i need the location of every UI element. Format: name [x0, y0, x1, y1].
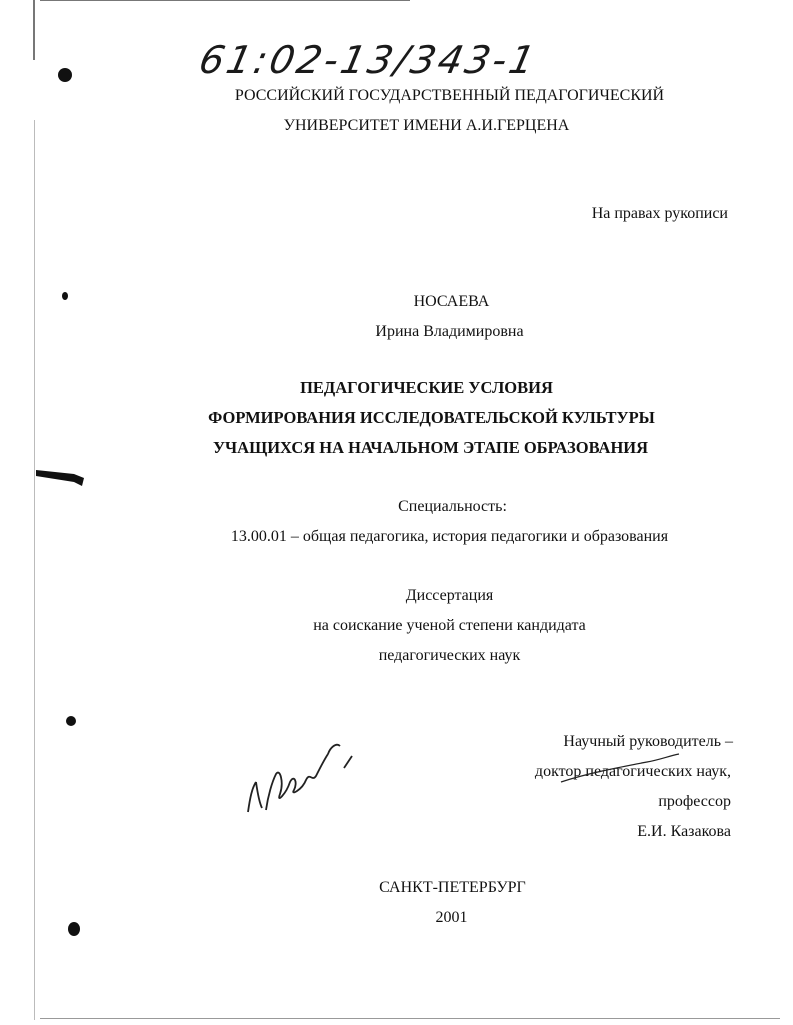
supervisor-line-2: доктор педагогических наук,	[534, 763, 731, 780]
specialty-label: Специальность:	[398, 498, 507, 515]
punch-hole-mark	[58, 68, 72, 82]
title-line-3: УЧАЩИХСЯ НА НАЧАЛЬНОМ ЭТАПЕ ОБРАЗОВАНИЯ	[212, 438, 649, 457]
dissertation-line-2: на соискание ученой степени кандидата	[313, 617, 586, 634]
supervisor-line-1: Научный руководитель –	[563, 733, 733, 750]
supervisor-name: Е.И. Казакова	[637, 823, 731, 840]
institution-line-1: РОССИЙСКИЙ ГОСУДАРСТВЕННЫЙ ПЕДАГОГИЧЕСКИЙ	[234, 87, 665, 104]
author-signature	[240, 738, 370, 818]
scan-left-edge	[33, 0, 35, 60]
rights-note: На правах рукописи	[591, 205, 728, 222]
dissertation-line-3: педагогических наук	[378, 647, 521, 664]
author-given-names: Ирина Владимировна	[375, 323, 524, 340]
supervisor-signature-stroke	[555, 752, 685, 792]
scan-bottom-rule	[40, 1018, 780, 1019]
scan-left-edge-2	[34, 120, 35, 1020]
city: САНКТ-ПЕТЕРБУРГ	[379, 879, 526, 896]
scan-top-rule	[40, 0, 410, 1]
author-surname: НОСАЕВА	[413, 293, 490, 310]
archive-code-handwritten: 61:02-13/343-1	[195, 38, 542, 82]
supervisor-line-3: профессор	[658, 793, 731, 810]
specialty-value: 13.00.01 – общая педагогика, история педагогики и образования	[230, 528, 669, 545]
institution-line-2: УНИВЕРСИТЕТ ИМЕНИ А.И.ГЕРЦЕНА	[283, 117, 570, 134]
year: 2001	[435, 909, 468, 926]
clip-mark	[36, 464, 86, 490]
title-line-1: ПЕДАГОГИЧЕСКИЕ УСЛОВИЯ	[300, 378, 553, 397]
dissertation-line-1: Диссертация	[405, 587, 494, 604]
title-line-2: ФОРМИРОВАНИЯ ИССЛЕДОВАТЕЛЬСКОЙ КУЛЬТУРЫ	[208, 408, 655, 427]
punch-hole-mark	[66, 716, 76, 726]
